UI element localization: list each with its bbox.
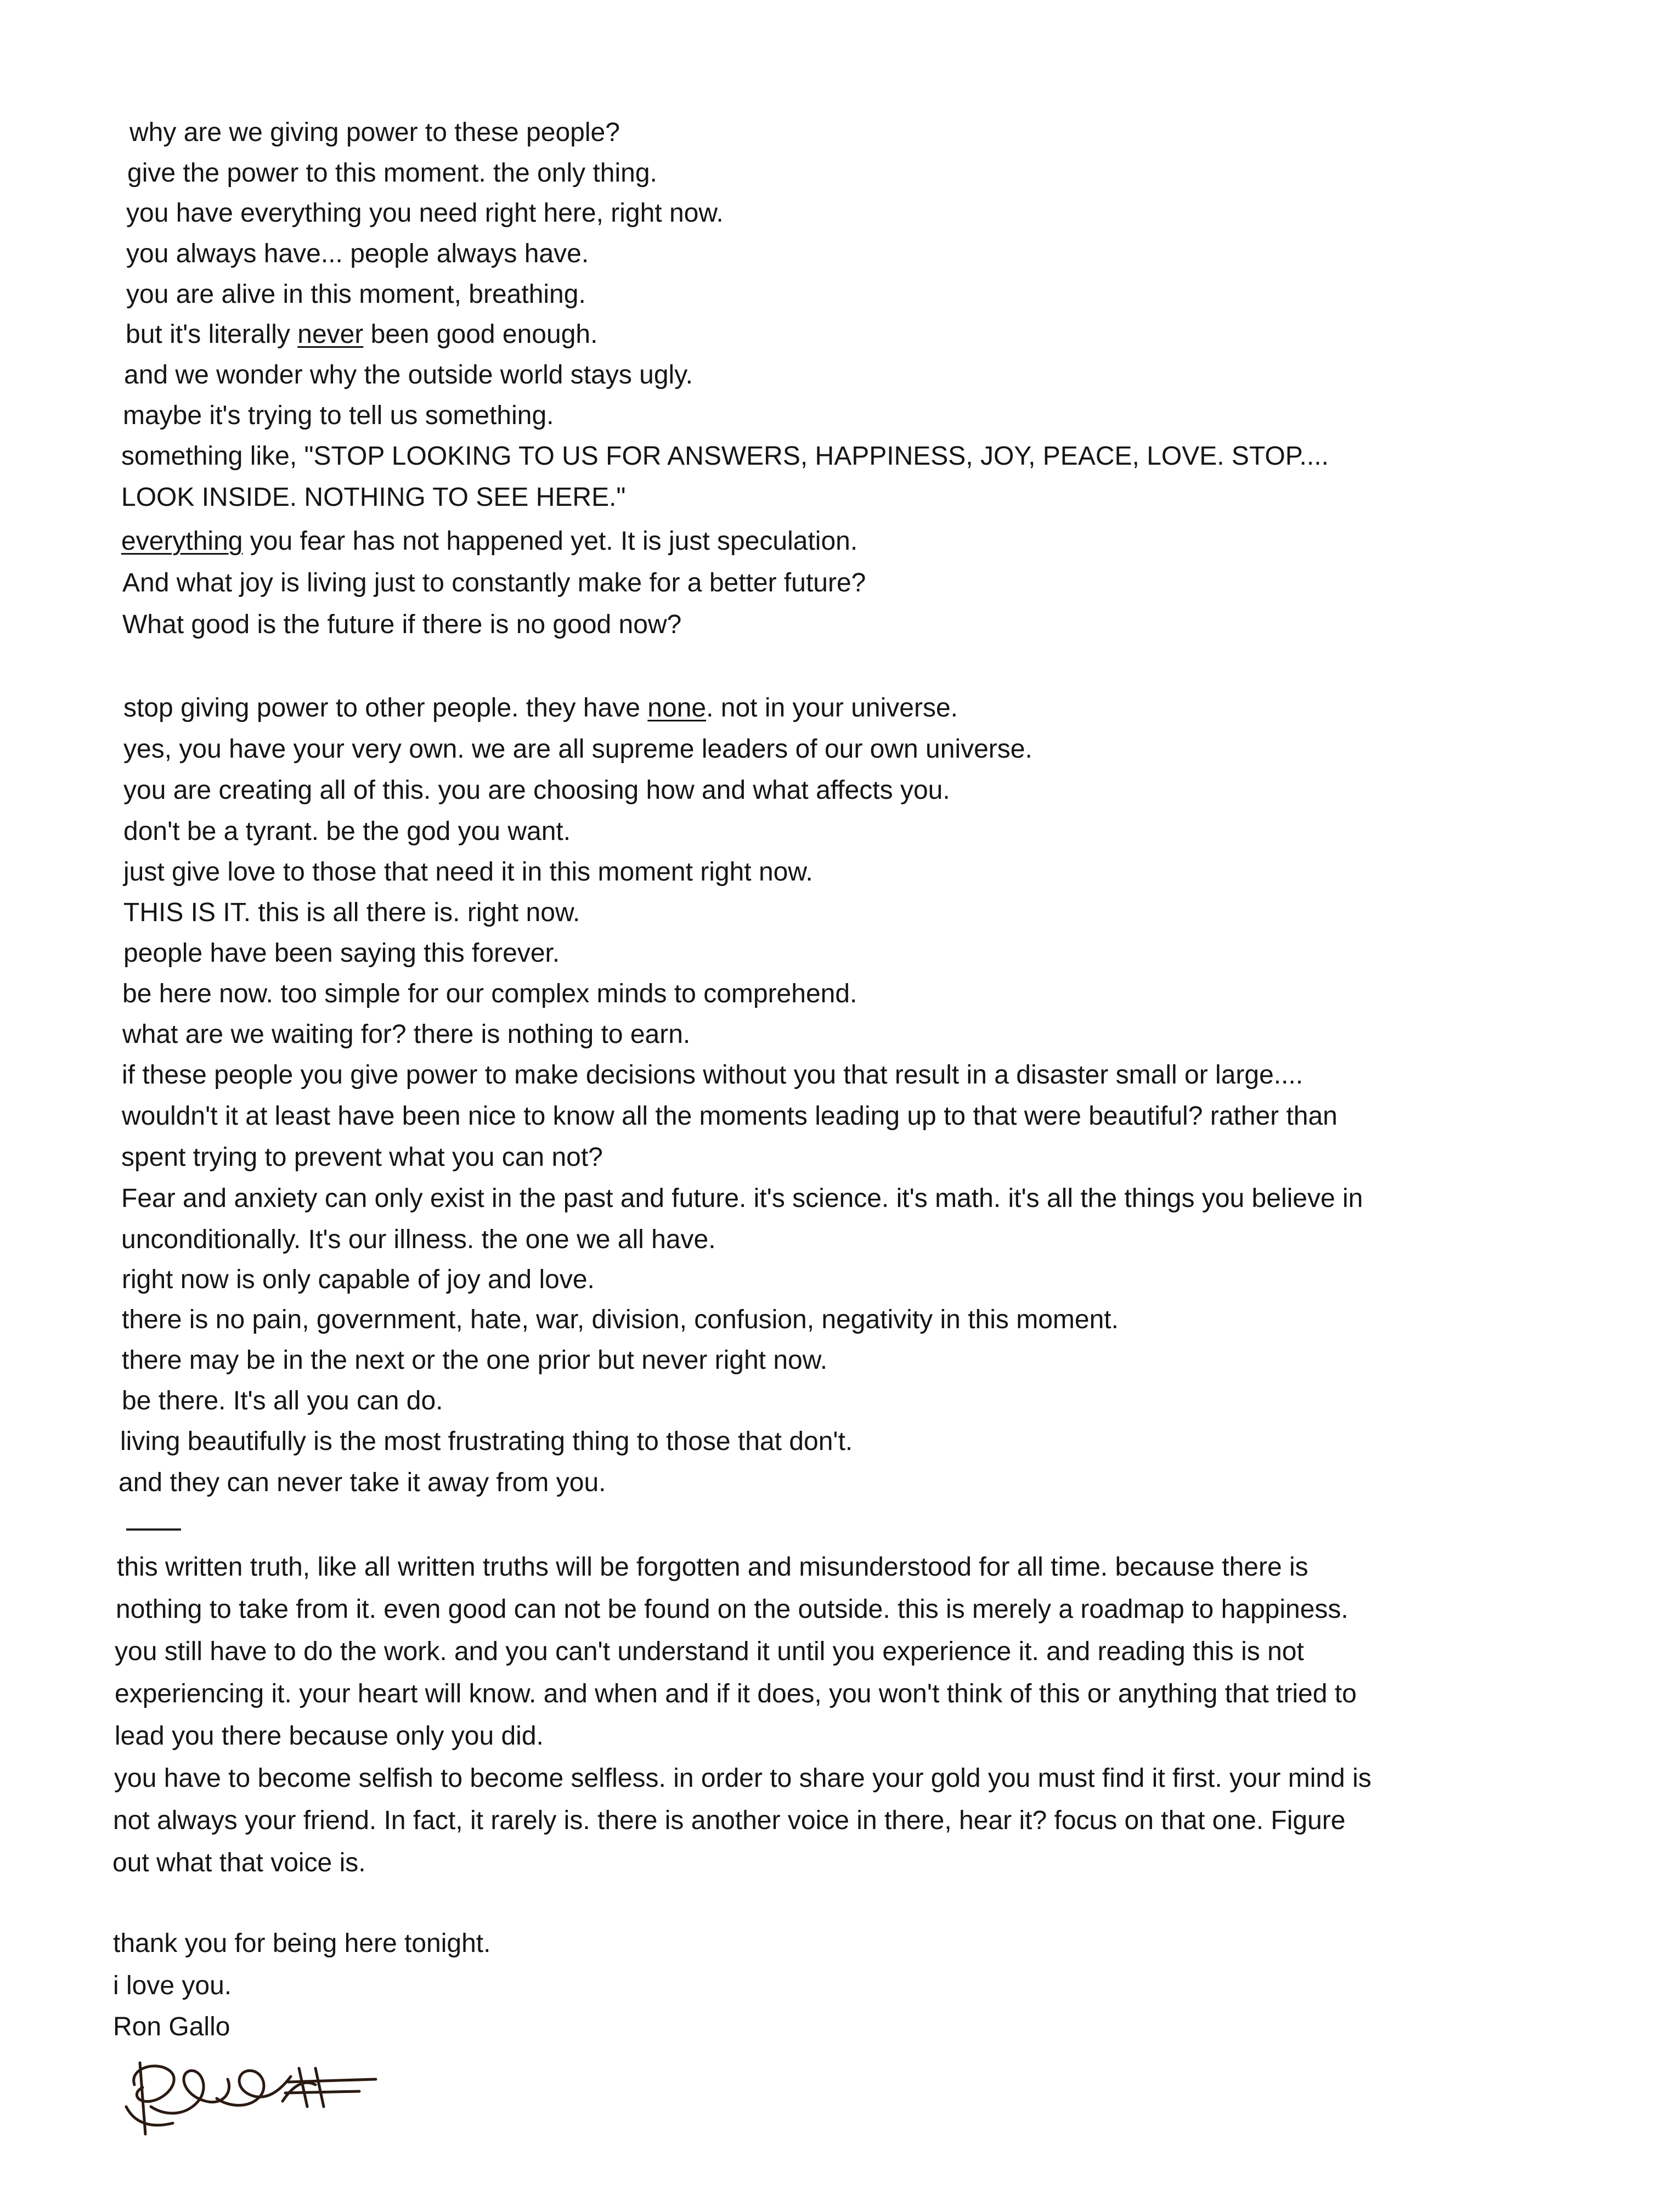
text-line: And what joy is living just to constantly make for a better future? — [122, 568, 866, 597]
underlined-word: none — [647, 693, 707, 723]
text-line: there may be in the next or the one prior but never right now. — [122, 1346, 828, 1375]
text-line: you still have to do the work. and you can't understand it until you experience it. and reading this is not — [115, 1637, 1304, 1666]
text-line: lead you there because only you did. — [115, 1722, 544, 1751]
signature-image — [118, 2046, 381, 2140]
text-line: and they can never take it away from you. — [119, 1468, 606, 1497]
text-line: unconditionally. It's our illness. the one we all have. — [121, 1225, 716, 1254]
closing-line: i love you. — [113, 1971, 232, 2000]
text-line: you have everything you need right here, right now. — [126, 199, 724, 228]
text-line: don't be a tyrant. be the god you want. — [123, 817, 571, 846]
text-line: maybe it's trying to tell us something. — [123, 401, 554, 430]
text-line: nothing to take from it. even good can not be found on the outside. this is merely a roadmap to happiness. — [116, 1595, 1348, 1624]
text-line: be here now. too simple for our complex minds to comprehend. — [122, 979, 857, 1008]
text-line: be there. It's all you can do. — [122, 1386, 443, 1415]
text-segment: but it's literally — [126, 320, 298, 349]
text-line: Fear and anxiety can only exist in the past and future. it's science. it's math. it's all the things you believe in — [121, 1184, 1363, 1213]
text-segment: . not in your universe. — [706, 693, 958, 723]
author-name: Ron Gallo — [113, 2012, 230, 2041]
underlined-word: everything — [121, 527, 243, 556]
text-line: you are creating all of this. you are choosing how and what affects you. — [123, 776, 950, 805]
text-line: you are alive in this moment, breathing. — [126, 280, 586, 309]
text-line: people have been saying this forever. — [123, 939, 560, 968]
text-line: just give love to those that need it in this moment right now. — [123, 857, 813, 887]
text-line: experiencing it. your heart will know. and when and if it does, you won't think of this or anything that tried to — [115, 1679, 1357, 1708]
text-line: something like, "STOP LOOKING TO US FOR ANSWERS, HAPPINESS, JOY, PEACE, LOVE. STOP.... — [121, 442, 1329, 471]
text-line: THIS IS IT. this is all there is. right now. — [123, 898, 580, 927]
text-segment: been good enough. — [363, 320, 598, 349]
closing-line: thank you for being here tonight. — [113, 1929, 491, 1958]
text-line: wouldn't it at least have been nice to know all the moments leading up to that were beautiful? rather than — [122, 1102, 1338, 1131]
text-line: spent trying to prevent what you can not? — [121, 1143, 603, 1172]
text-line: if these people you give power to make decisions without you that result in a disaster small or large.... — [122, 1060, 1304, 1090]
text-segment: stop giving power to other people. they have — [123, 693, 648, 723]
text-line: there is no pain, government, hate, war, division, confusion, negativity in this moment. — [122, 1305, 1119, 1334]
text-line: out what that voice is. — [112, 1848, 366, 1877]
text-line: living beautifully is the most frustrating thing to those that don't. — [120, 1427, 853, 1456]
text-line-none — [123, 693, 958, 723]
text-line: you have to become selfish to become selfless. in order to share your gold you must find it first. your mind is — [114, 1764, 1372, 1793]
underlined-word: never — [297, 320, 364, 349]
text-line: and we wonder why the outside world stays ugly. — [124, 360, 693, 390]
text-line: right now is only capable of joy and love. — [122, 1265, 595, 1294]
text-line-never — [126, 320, 597, 349]
text-line: give the power to this moment. the only thing. — [127, 159, 657, 188]
text-line: not always your friend. In fact, it rarely is. there is another voice in there, hear it? focus on that one. Figure — [113, 1806, 1346, 1835]
section-divider — [126, 1528, 181, 1531]
text-line: yes, you have your very own. we are all supreme leaders of our own universe. — [123, 735, 1032, 764]
text-line: why are we giving power to these people? — [129, 118, 620, 147]
text-line: you always have... people always have. — [126, 239, 589, 268]
text-line: LOOK INSIDE. NOTHING TO SEE HERE." — [121, 483, 626, 512]
text-line-everything — [121, 527, 857, 556]
text-line: what are we waiting for? there is nothing to earn. — [122, 1020, 691, 1049]
text-segment: you fear has not happened yet. It is just speculation. — [242, 527, 858, 556]
text-line: What good is the future if there is no good now? — [122, 610, 682, 639]
text-line: this written truth, like all written truths will be forgotten and misunderstood for all time. because there is — [117, 1553, 1308, 1582]
